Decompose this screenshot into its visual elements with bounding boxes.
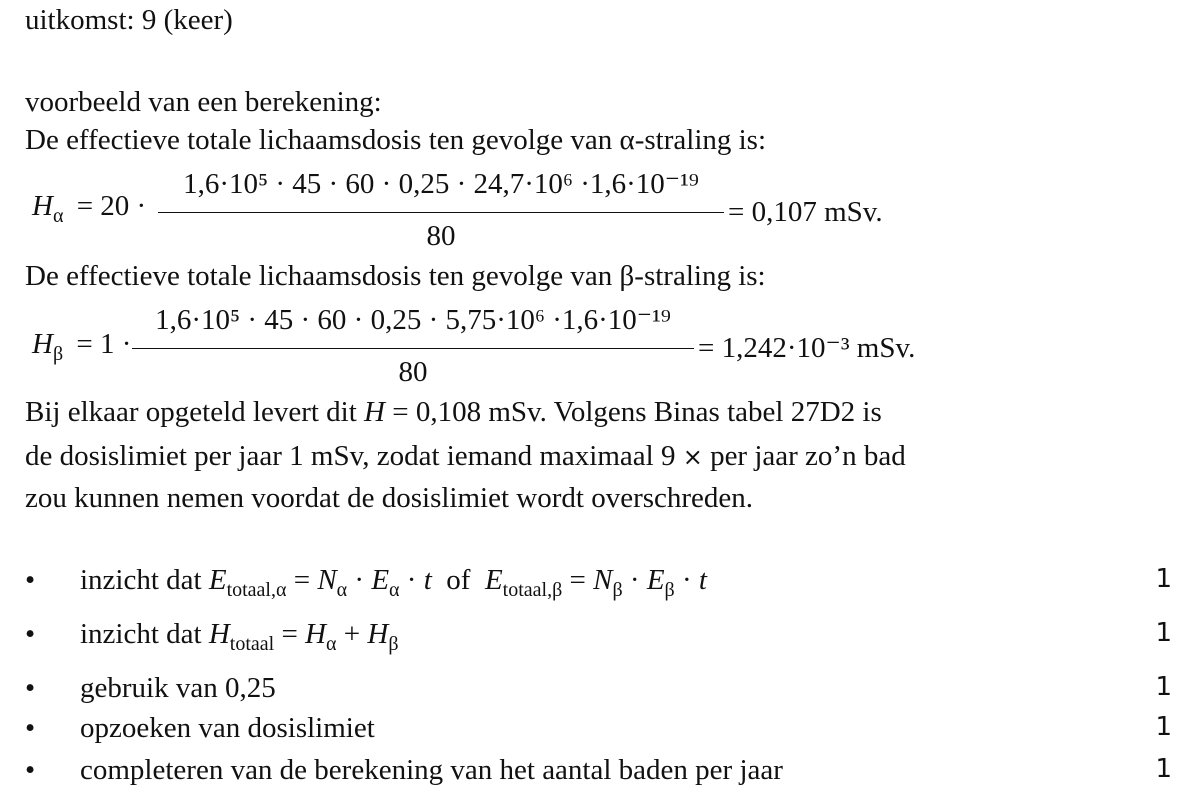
- example-intro: voorbeeld van een berekening:: [25, 86, 382, 118]
- criterion-4-text: opzoeken van dosislimiet: [80, 712, 375, 744]
- bullet-icon: •: [25, 618, 36, 650]
- conclusion-line-2-post: per jaar zo’n bad: [702, 440, 906, 472]
- conclusion-line-2: [25, 438, 906, 475]
- criterion-3-score: 1: [1155, 672, 1172, 702]
- h-alpha-lhs: H: [32, 190, 53, 222]
- criterion-2-score: 1: [1155, 618, 1172, 648]
- h-beta-result: = 1,242·10⁻³ mSv.: [698, 332, 916, 364]
- times-icon: ×: [682, 443, 703, 471]
- criterion-2-text: [80, 618, 399, 655]
- h-alpha-fraction: [158, 166, 724, 256]
- h-beta-fraction: [132, 302, 694, 392]
- h-beta-sub: β: [52, 342, 64, 365]
- h-beta-denominator: 80: [398, 356, 428, 388]
- conclusion-h-symbol: H: [364, 396, 385, 428]
- criterion-5: [0, 754, 1182, 790]
- bullet-icon: •: [25, 712, 36, 744]
- h-alpha-result: = 0,107 mSv.: [728, 196, 883, 228]
- criterion-2-formula: $H_{totaal} = H_\alpha + H_\beta$: [208, 618, 399, 655]
- conclusion-line-1-post: = 0,108 mSv. Volgens Binas tabel 27D2 is: [384, 396, 882, 428]
- beta-intro: De effectieve totale lichaamsdosis ten gevolge van β-straling is:: [25, 260, 766, 292]
- criterion-2-label: inzicht dat: [80, 618, 209, 650]
- conclusion-line-1: [25, 394, 882, 430]
- criterion-4: [0, 712, 1182, 748]
- criterion-4-score: 1: [1155, 712, 1172, 742]
- criterion-1: [0, 564, 1182, 604]
- bullet-icon: •: [25, 564, 36, 596]
- criterion-3: [0, 672, 1182, 708]
- conclusion-line-3: zou kunnen nemen voordat de dosislimiet wordt overschreden.: [25, 482, 754, 514]
- h-beta-factor: = 1 ·: [76, 328, 132, 360]
- h-beta-lhs: H: [32, 328, 53, 360]
- h-alpha-formula: [32, 190, 147, 227]
- criterion-1-label: inzicht dat: [80, 564, 209, 596]
- criterion-1-formula: $E_{totaal,\alpha} = N_\alpha \cdot E_\alpha \cdot t$ of $E_{totaal,\beta} = N_\beta \cdot E_\beta \cdot t$: [208, 564, 707, 601]
- criterion-1-score: 1: [1155, 564, 1172, 594]
- h-beta-formula: [32, 328, 132, 365]
- outcome-line: uitkomst: 9 (keer): [25, 4, 233, 36]
- h-alpha-fraction-bar: [158, 212, 724, 213]
- h-alpha-factor: = 20 ·: [76, 190, 147, 222]
- h-alpha-sub: α: [52, 204, 64, 227]
- criterion-2: [0, 618, 1182, 658]
- bullet-icon: •: [25, 672, 36, 704]
- criterion-5-score: 1: [1155, 754, 1172, 784]
- h-alpha-denominator: 80: [426, 220, 456, 252]
- criterion-3-text: gebruik van 0,25: [80, 672, 276, 704]
- h-beta-fraction-bar: [132, 348, 694, 349]
- bullet-icon: •: [25, 754, 36, 786]
- alpha-intro: De effectieve totale lichaamsdosis ten gevolge van α-straling is:: [25, 124, 767, 156]
- criterion-5-text: completeren van de berekening van het aantal baden per jaar: [80, 754, 783, 786]
- conclusion-line-1-pre: Bij elkaar opgeteld levert dit: [25, 396, 365, 428]
- conclusion-line-2-pre: de dosislimiet per jaar 1 mSv, zodat iemand maximaal 9: [25, 440, 683, 472]
- h-alpha-numerator: 1,6·10⁵ · 45 · 60 · 0,25 · 24,7·10⁶ ·1,6·10⁻¹⁹: [183, 168, 699, 200]
- h-beta-numerator: 1,6·10⁵ · 45 · 60 · 0,25 · 5,75·10⁶ ·1,6·10⁻¹⁹: [155, 304, 671, 336]
- criterion-1-text: [80, 564, 707, 601]
